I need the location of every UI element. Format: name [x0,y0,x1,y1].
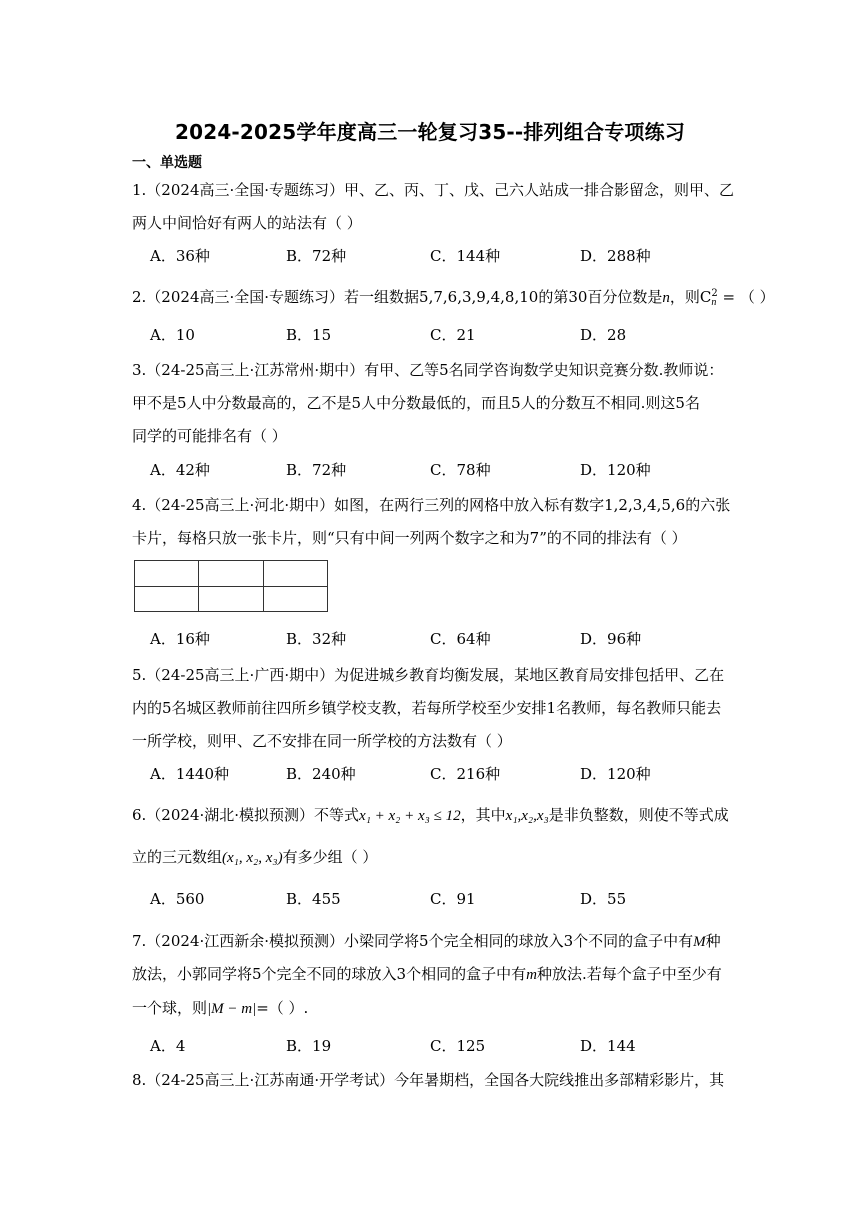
q1-options [150,246,750,266]
q1-option-c[interactable]: C．144种 [430,247,501,265]
grid-cell [199,561,263,587]
q4-option-d[interactable]: D．96种 [580,630,642,648]
q1-line2: 两人中间恰好有两人的站法有（ ） [132,214,362,232]
q3-option-d[interactable]: D．120种 [580,461,651,479]
q2-options [150,325,750,345]
q4-option-a[interactable]: A．16种 [150,630,210,648]
q7-line2-end: 种放法.若每个盒子中至少有 [536,965,722,983]
q4-line2: 卡片，每格只放一张卡片，则“只有中间一列两个数字之和为7”的不同的排法有（ ） [132,529,687,547]
q3-options [150,460,750,480]
q2-option-b[interactable]: B．15 [286,326,332,344]
q7-line3 [132,998,308,1019]
q6-middle: ，其中 [460,806,506,824]
q2-middle: 的第30百分位数是 [538,288,663,306]
grid-cell [199,586,263,612]
q6-line2 [132,847,377,868]
q4-option-b[interactable]: B．32种 [286,630,347,648]
q3-line3: 同学的可能排名有（ ） [132,427,287,445]
q7-var-M: M [693,934,706,950]
q2-line1 [132,287,775,308]
q4-options [150,629,750,649]
q7-options [150,1036,750,1056]
page-title: 2024-2025学年度高三一轮复习35--排列组合专项练习 [174,120,686,144]
q6-line2-suffix: 有多少组（ ） [282,848,378,866]
q6-option-a[interactable]: A．560 [150,890,205,908]
q7-line3-end: =（ ）. [256,999,309,1017]
q4-line1: 4.（24-25高三上·河北·期中）如图，在两行三列的网格中放入标有数字1,2,3,4,5,6的六张 [132,496,731,514]
card-grid-figure [134,560,328,612]
q2-mid2: ，则 [669,288,700,306]
q3-option-b[interactable]: B．72种 [286,461,347,479]
q7-option-a[interactable]: A．4 [150,1037,186,1055]
q8-line1: 8.（24-25高三上·江苏南通·开学考试）今年暑期档，全国各大院线推出多部精彩影片，其 [132,1071,725,1089]
q6-suffix: 是非负整数，则使不等式成 [548,806,729,824]
q7-abs-expr: |M − m| [207,1001,257,1017]
q4-option-c[interactable]: C．64种 [430,630,491,648]
section-heading: 一、单选题 [132,155,202,171]
q6-option-b[interactable]: B．455 [286,890,341,908]
grid-cell [263,586,327,612]
grid-cell [135,561,199,587]
q1-option-b[interactable]: B．72种 [286,247,347,265]
grid-cell [135,586,199,612]
q5-options [150,764,750,784]
q5-option-c[interactable]: C．216种 [430,765,501,783]
q7-line2-text: 放法，小郭同学将5个完全不同的球放入3个相同的盒子中有 [132,965,527,983]
q3-option-a[interactable]: A．42种 [150,461,210,479]
q6-option-d[interactable]: D．55 [580,890,627,908]
q1-option-d[interactable]: D．288种 [580,247,651,265]
q7-option-b[interactable]: B．19 [286,1037,332,1055]
q7-line3-text: 一个球，则 [132,999,208,1017]
q7-line1-end: 种 [705,932,721,950]
q5-line3: 一所学校，则甲、乙不安排在同一所学校的方法数有（ ） [132,732,512,750]
q2-suffix: = （ ） [717,288,775,306]
q6-vars: x₁,x₂,x₃ [505,808,549,824]
q2-combination: C 2 n [699,288,718,308]
q2-option-c[interactable]: C．21 [430,326,476,344]
q2-var: n [662,290,670,306]
q1-option-a[interactable]: A．36种 [150,247,210,265]
q7-var-m: m [526,967,537,983]
q5-line2: 内的5名城区教师前往四所乡镇学校支教，若每所学校至少安排1名教师，每名教师只能去 [132,699,722,717]
q6-option-c[interactable]: C．91 [430,890,476,908]
q5-option-a[interactable]: A．1440种 [150,765,230,783]
q5-option-d[interactable]: D．120种 [580,765,651,783]
q6-tuple: (x₁, x₂, x₃) [222,850,283,866]
q6-options [150,889,750,909]
q6-inequality: x₁ + x₂ + x₃ ≤ 12 [359,808,461,824]
q3-line2: 甲不是5人中分数最高的，乙不是5人中分数最低的，而且5人的分数互不相同.则这5名 [132,394,700,412]
grid-cell [263,561,327,587]
q2-data: 5,7,6,3,9,4,8,10 [419,288,539,306]
q1-line1: 1.（2024高三·全国·专题练习）甲、乙、丙、丁、戊、己六人站成一排合影留念，则甲、乙 [132,181,735,199]
q3-line1: 3.（24-25高三上·江苏常州·期中）有甲、乙等5名同学咨询数学史知识竞赛分数.教师说： [132,361,724,379]
q2-option-a[interactable]: A．10 [150,326,195,344]
q7-option-d[interactable]: D．144 [580,1037,636,1055]
q6-line2-prefix: 立的三元数组 [132,848,223,866]
q6-line1 [132,805,729,826]
q5-line1: 5.（24-25高三上·广西·期中）为促进城乡教育均衡发展，某地区教育局安排包括甲、乙在 [132,666,725,684]
q5-option-b[interactable]: B．240种 [286,765,356,783]
q7-line1-text: 7.（2024·江西新余·模拟预测）小梁同学将5个完全相同的球放入3个不同的盒子中有 [132,932,694,950]
q6-prefix: 6.（2024·湖北·模拟预测）不等式 [132,806,360,824]
q7-option-c[interactable]: C．125 [430,1037,486,1055]
q2-prefix: 2.（2024高三·全国·专题练习）若一组数据 [132,288,420,306]
q2-option-d[interactable]: D．28 [580,326,627,344]
q7-line2 [132,964,722,985]
q3-option-c[interactable]: C．78种 [430,461,491,479]
q7-line1 [132,931,721,952]
